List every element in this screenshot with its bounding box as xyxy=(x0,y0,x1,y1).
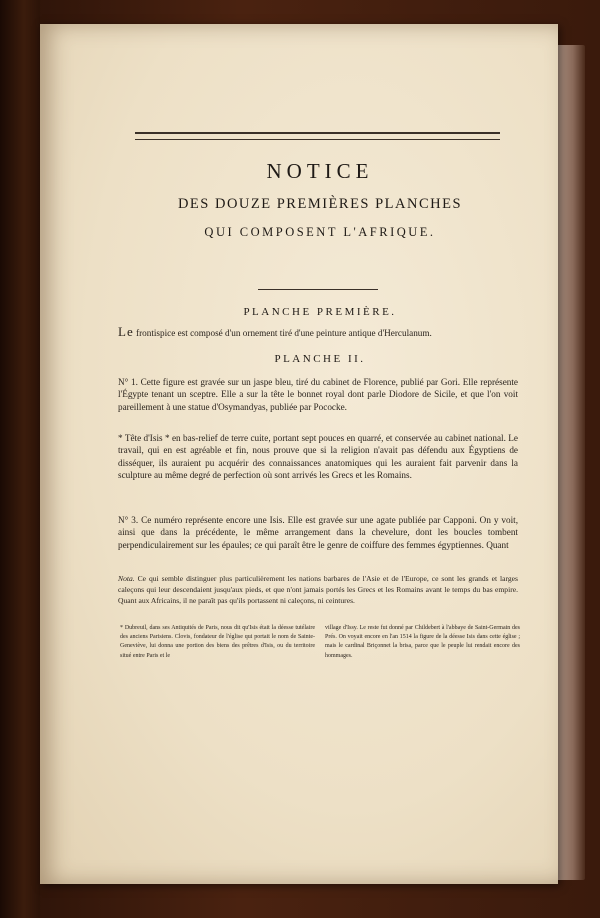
book-back-cover xyxy=(555,45,585,880)
footnote-right: village d'Issy. Le reste fut donné par Childebert à l'abbaye de Saint-Germain des Prés. On voyait encore en l'an 1514 la figure de la déesse Isis dans cette église ; mais le cardinal Briçonnet la brisa, parce que le peuple lui rendait encore des hommages. xyxy=(325,625,520,659)
top-double-rule xyxy=(135,132,500,140)
drop-cap: Le xyxy=(118,324,134,339)
footnotes xyxy=(120,624,520,661)
nota-text: Ce qui semble distinguer plus particulièrement les nations barbares de l'Asie et de l'Europe, ce sont les grands et larges caleçons qui leur descendaient jusqu'aux pieds, et que n'ont jamais portés les Grecs et les Romains avant le temps du bas empire. Quant aux Africains, il ne paraît pas qu'ils portassent ni caleçons, ni ceintures. xyxy=(118,574,518,605)
planche-2-paragraph-3: N° 3. Ce numéro représente encore une Isis. Elle est gravée sur une agate publiée par Capponi. On y voit, ainsi que dans la précédente, le même arrangement dans la chevelure, dont les boucles tombent perpendiculairement sur les épaules; ce qui paraît être le genre de coiffure des femmes égyptiennes. Quant xyxy=(118,515,518,550)
footnote-left: * Dubreuil, dans ses Antiquités de Paris, nous dit qu'Isis était la déesse tutélaire des anciens Parisiens. Clovis, fondateur de l'église qui portait le nom de Sainte-Geneviève, lui donna une portion des biens des prêtres d'Isis, ou du territoire situé entre Paris et le xyxy=(120,625,315,659)
planche-1-paragraph xyxy=(118,326,518,339)
title-block xyxy=(100,159,540,240)
planche-2-paragraph-2: * Tête d'Isis * en bas-relief de terre cuite, portant sept pouces en quarré, et conservée au cabinet national. Le travail, qui en est agréable et fin, nous prouve que si la religion n'avait pas défendu aux Égyptiens de disséquer, ils auraient pu acquérir des connaissances anatomiques qui les auraient fait parvenir dans la sculpture au même degré de perfection où sont arrivés les Grecs et les Romains. xyxy=(118,433,518,480)
nota-label: Nota. xyxy=(118,574,135,583)
nota-block xyxy=(118,573,518,606)
planche-2-paragraph-1: N° 1. Cette figure est gravée sur un jaspe bleu, tiré du cabinet de Florence, publié par Gori. Elle représente l'Égypte tenant un sceptre. Elle a sur la tête le bonnet royal dont parle Diodore de Sicile, et que l'on voit pareillement à une statue d'Osymandyas, publiée par Pococke. xyxy=(118,377,518,412)
page-title: NOTICE xyxy=(266,159,374,183)
book-spine xyxy=(0,0,40,918)
planche-1-title: PLANCHE PREMIÈRE. xyxy=(243,306,397,318)
page-subtitle-2: QUI COMPOSENT L'AFRIQUE. xyxy=(204,225,436,239)
planche-1-text: frontispice est composé d'un ornement tiré d'une peinture antique d'Herculanum. xyxy=(133,328,432,338)
title-rule xyxy=(258,289,378,290)
planche-2-title: PLANCHE II. xyxy=(274,353,366,365)
page-subtitle: DES DOUZE PREMIÈRES PLANCHES xyxy=(177,196,463,212)
book-page xyxy=(40,24,558,884)
